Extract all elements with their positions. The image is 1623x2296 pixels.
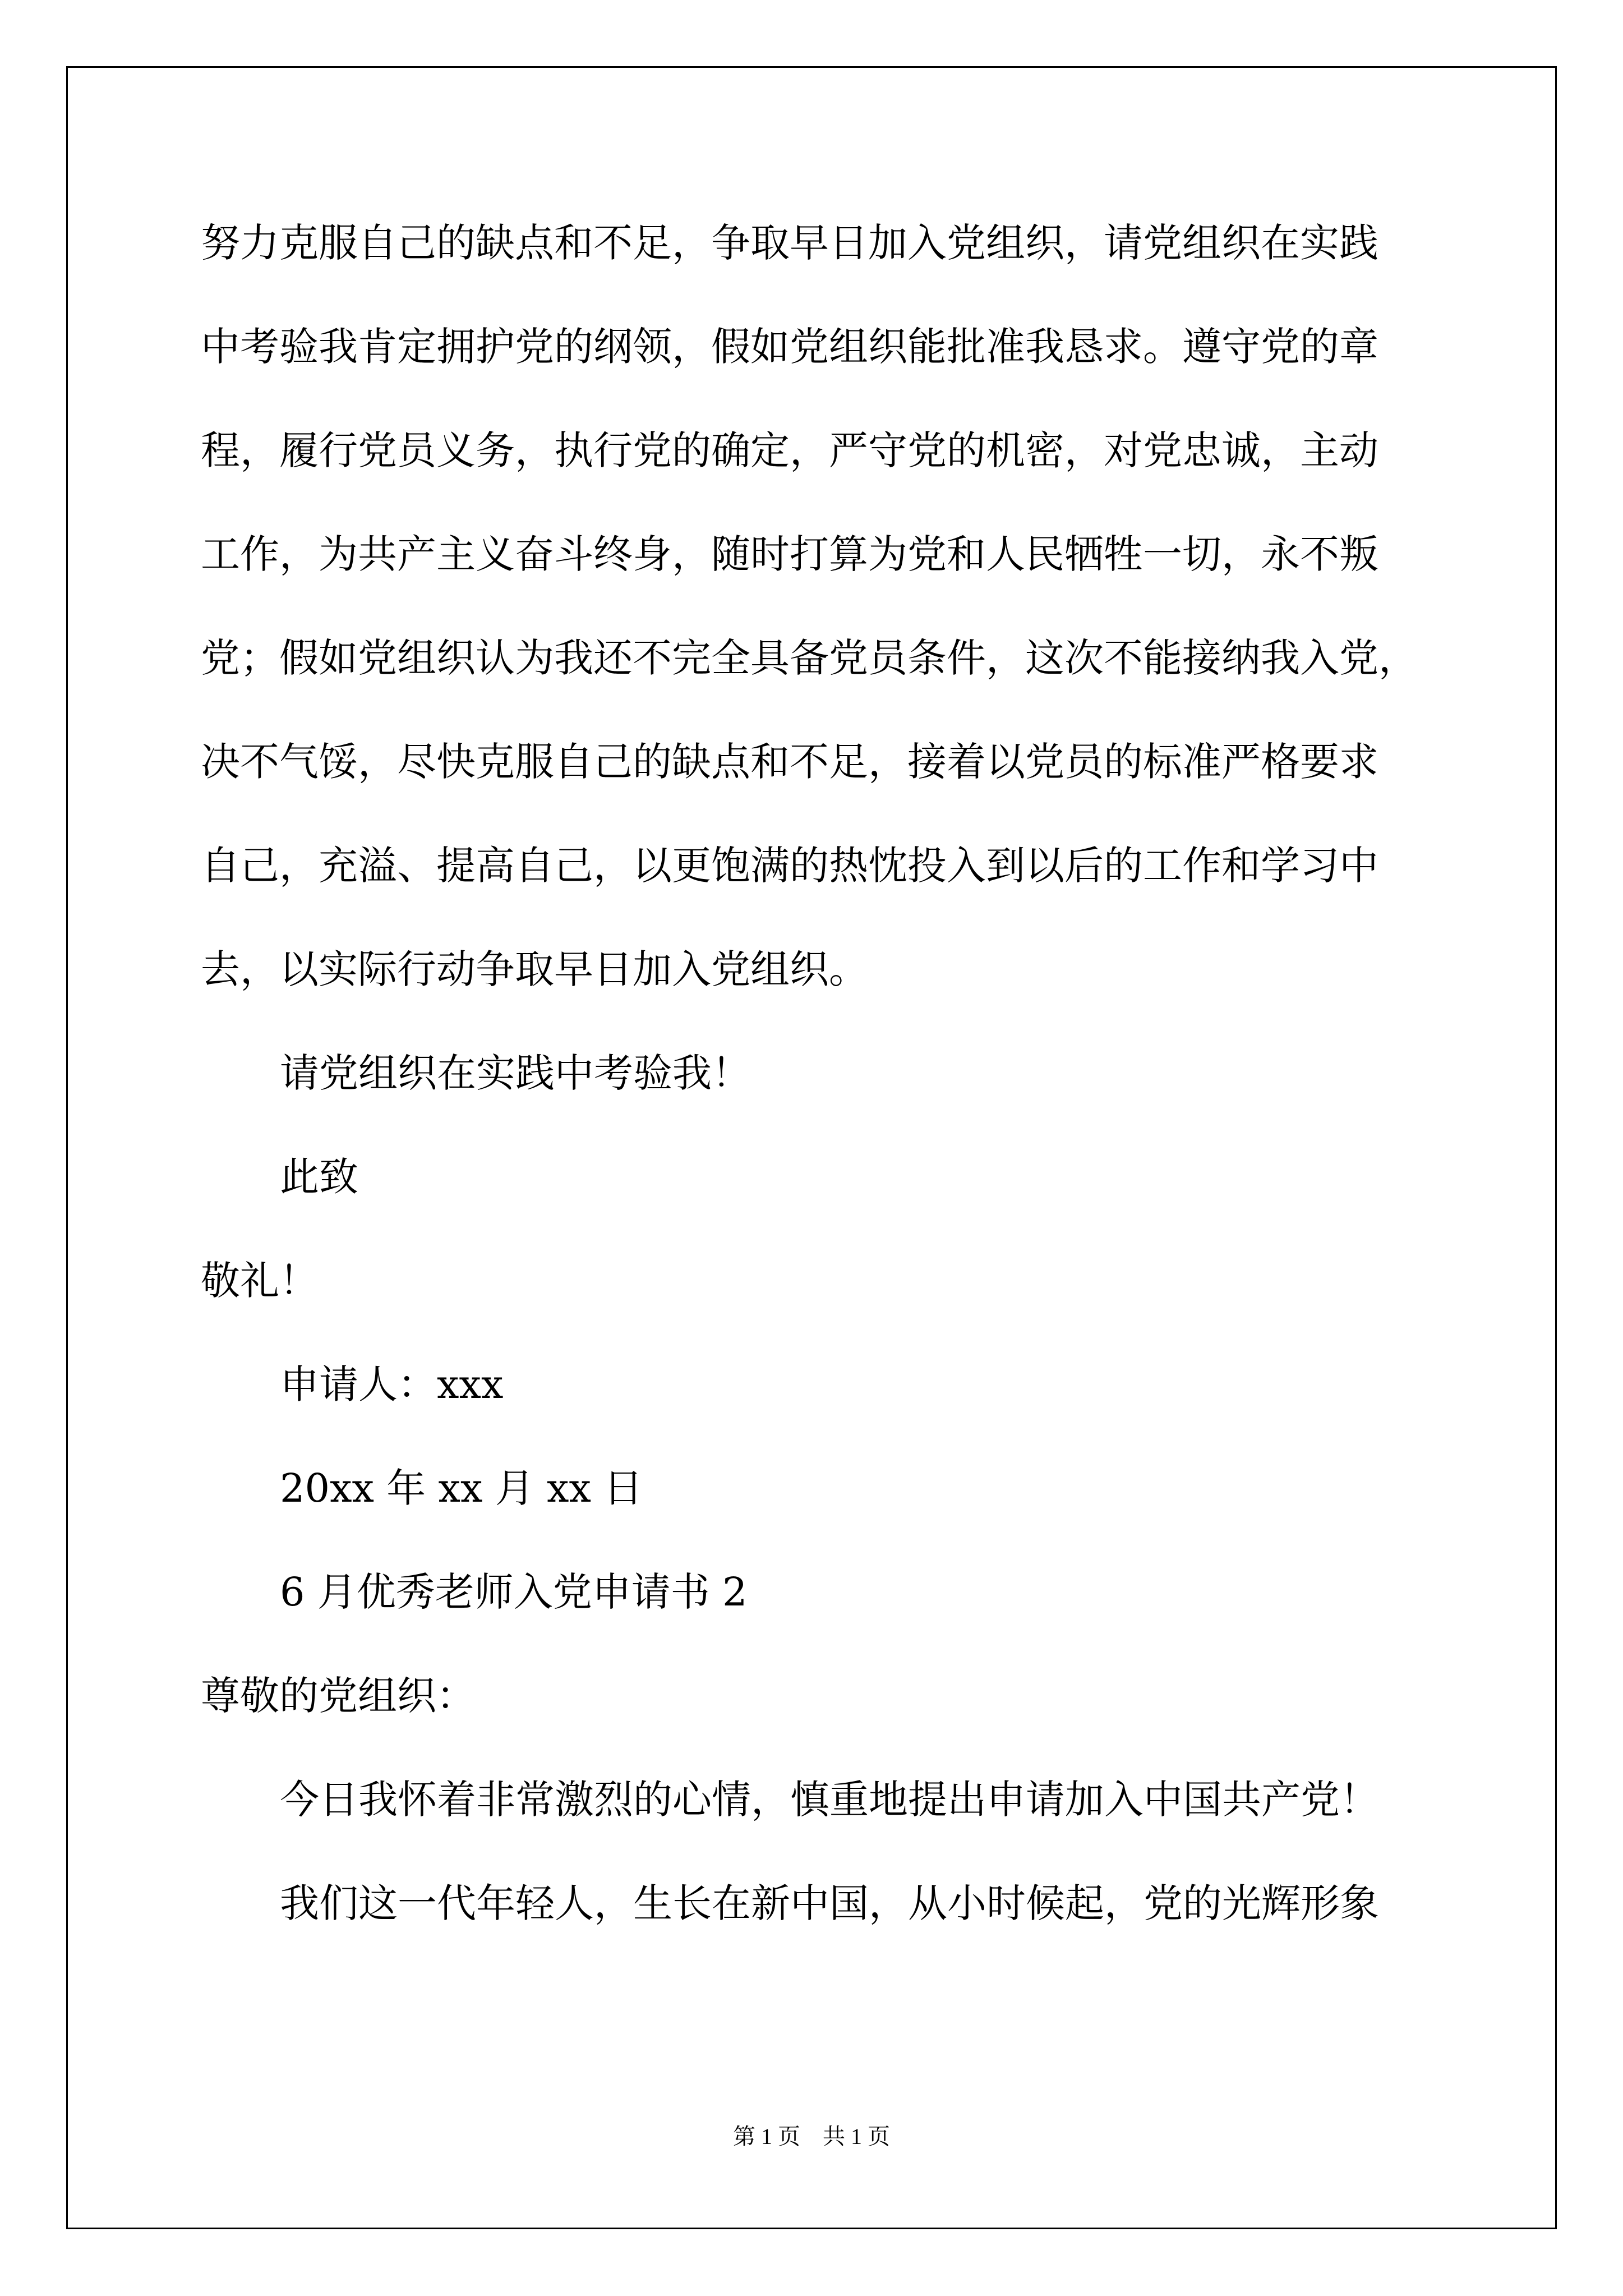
page-number-current: 第 1 页 (733, 2124, 800, 2149)
paragraph-line: 党；假如党组织认为我还不完全具备党员条件，这次不能接纳我入党， (201, 635, 1418, 681)
paragraph-line: 去，以实际行动争取早日加入党组织。 (201, 946, 868, 992)
salutation-jingli: 敬礼！ (201, 1258, 319, 1304)
paragraph-line: 程，履行党员义务，执行党的确定，严守党的机密，对党忠诚，主动 (201, 427, 1378, 473)
section-title: 6 月优秀老师入党申请书 2 (280, 1569, 748, 1615)
paragraph-line: 决不气馁，尽快克服自己的缺点和不足，接着以党员的标准严格要求 (201, 739, 1378, 785)
salutation-cizhi: 此致 (280, 1154, 358, 1200)
paragraph-line: 工作，为共产主义奋斗终身，随时打算为党和人民牺牲一切，永不叛 (201, 531, 1378, 577)
paragraph-line: 中考验我肯定拥护党的纲领，假如党组织能批准我恳求。遵守党的章 (201, 324, 1378, 370)
paragraph-line: 今日我怀着非常激烈的心情，慎重地提出申请加入中国共产党！ (280, 1777, 1379, 1823)
closing-request: 请党组织在实践中考验我！ (280, 1050, 751, 1096)
paragraph-line: 我们这一代年轻人，生长在新中国，从小时候起，党的光辉形象 (280, 1880, 1379, 1926)
paragraph-line: 自己，充溢、提高自己，以更饱满的热忱投入到以后的工作和学习中 (201, 843, 1378, 889)
page-footer (0, 2123, 1623, 2151)
paragraph-line: 努力克服自己的缺点和不足，争取早日加入党组织，请党组织在实践 (201, 220, 1378, 266)
greeting: 尊敬的党组织： (201, 1673, 476, 1719)
applicant-name: 申请人：xxx (280, 1361, 504, 1407)
application-date: 20xx 年 xx 月 xx 日 (280, 1465, 643, 1511)
page-number-total: 共 1 页 (823, 2124, 890, 2149)
